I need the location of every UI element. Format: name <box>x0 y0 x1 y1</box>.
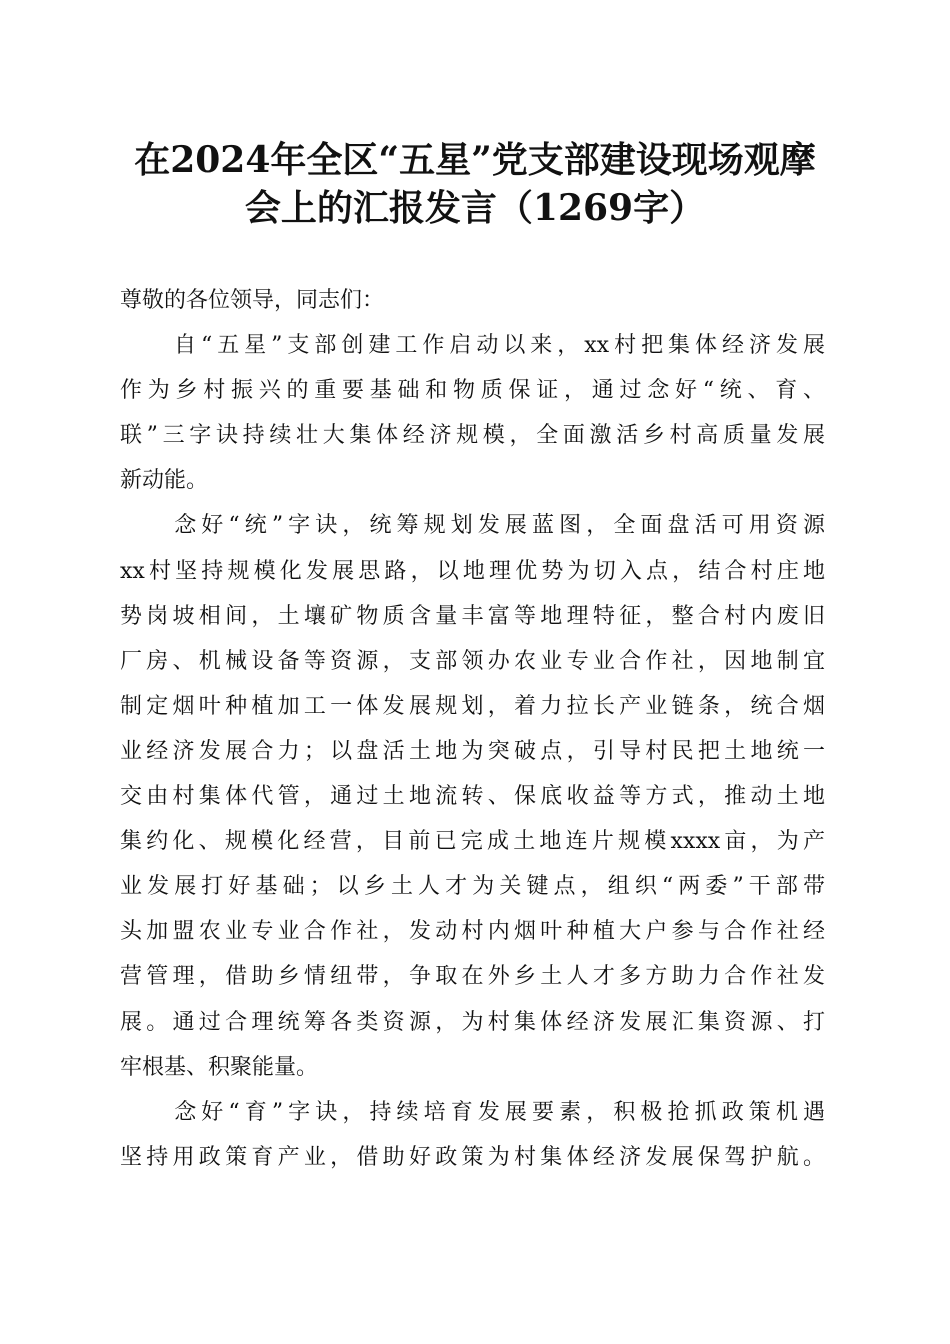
paragraph-line: 牢根基、积聚能量。 <box>120 1054 319 1080</box>
paragraph-line: 交由村集体代管，通过土地流转、保底收益等方式，推动土地 <box>120 784 825 810</box>
paragraph-line: 自“五星”支部创建工作启动以来，xx村把集体经济发展 <box>120 333 825 359</box>
paragraph-line: 新动能。 <box>120 468 209 494</box>
paragraph-line: 联”三字诀持续壮大集体经济规模，全面激活乡村高质量发展 <box>120 423 825 449</box>
paragraph-line: 作为乡村振兴的重要基础和物质保证，通过念好“统、育、 <box>120 378 825 404</box>
salutation: 尊敬的各位领导，同志们： <box>120 288 385 313</box>
paragraph-line: 念好“统”字诀，统筹规划发展蓝图，全面盘活可用资源 <box>120 513 825 539</box>
paragraph-line: 业发展打好基础；以乡土人才为关键点，组织“两委”干部带 <box>120 874 825 900</box>
paragraph-line: 坚持用政策育产业，借助好政策为村集体经济发展保驾护航。 <box>120 1144 825 1170</box>
paragraph-line: 念好“育”字诀，持续培育发展要素，积极抢抓政策机遇 <box>120 1099 825 1125</box>
paragraph-line: 营管理，借助乡情纽带，争取在外乡土人才多方助力合作社发 <box>120 964 825 990</box>
paragraph-line: xx村坚持规模化发展思路，以地理优势为切入点，结合村庄地 <box>120 558 825 584</box>
paragraph-line: 展。通过合理统筹各类资源，为村集体经济发展汇集资源、打 <box>120 1009 825 1035</box>
document-title <box>100 136 850 232</box>
document-body <box>120 278 825 1180</box>
paragraph-line: 厂房、机械设备等资源，支部领办农业专业合作社，因地制宜 <box>120 648 825 674</box>
paragraph-line: 业经济发展合力；以盘活土地为突破点，引导村民把土地统一 <box>120 738 825 764</box>
paragraph-line: 势岗坡相间，土壤矿物质含量丰富等地理特征，整合村内废旧 <box>120 603 825 629</box>
title-line-1: 在2024年全区“五星”党支部建设现场观摩 <box>134 139 816 181</box>
paragraph-line: 集约化、规模化经营，目前已完成土地连片规模xxxx亩，为产 <box>120 829 825 855</box>
paragraph-line: 制定烟叶种植加工一体发展规划，着力拉长产业链条，统合烟 <box>120 693 825 719</box>
title-line-2: 会上的汇报发言（1269字） <box>244 187 706 229</box>
paragraph-line: 头加盟农业专业合作社，发动村内烟叶种植大户参与合作社经 <box>120 919 825 945</box>
